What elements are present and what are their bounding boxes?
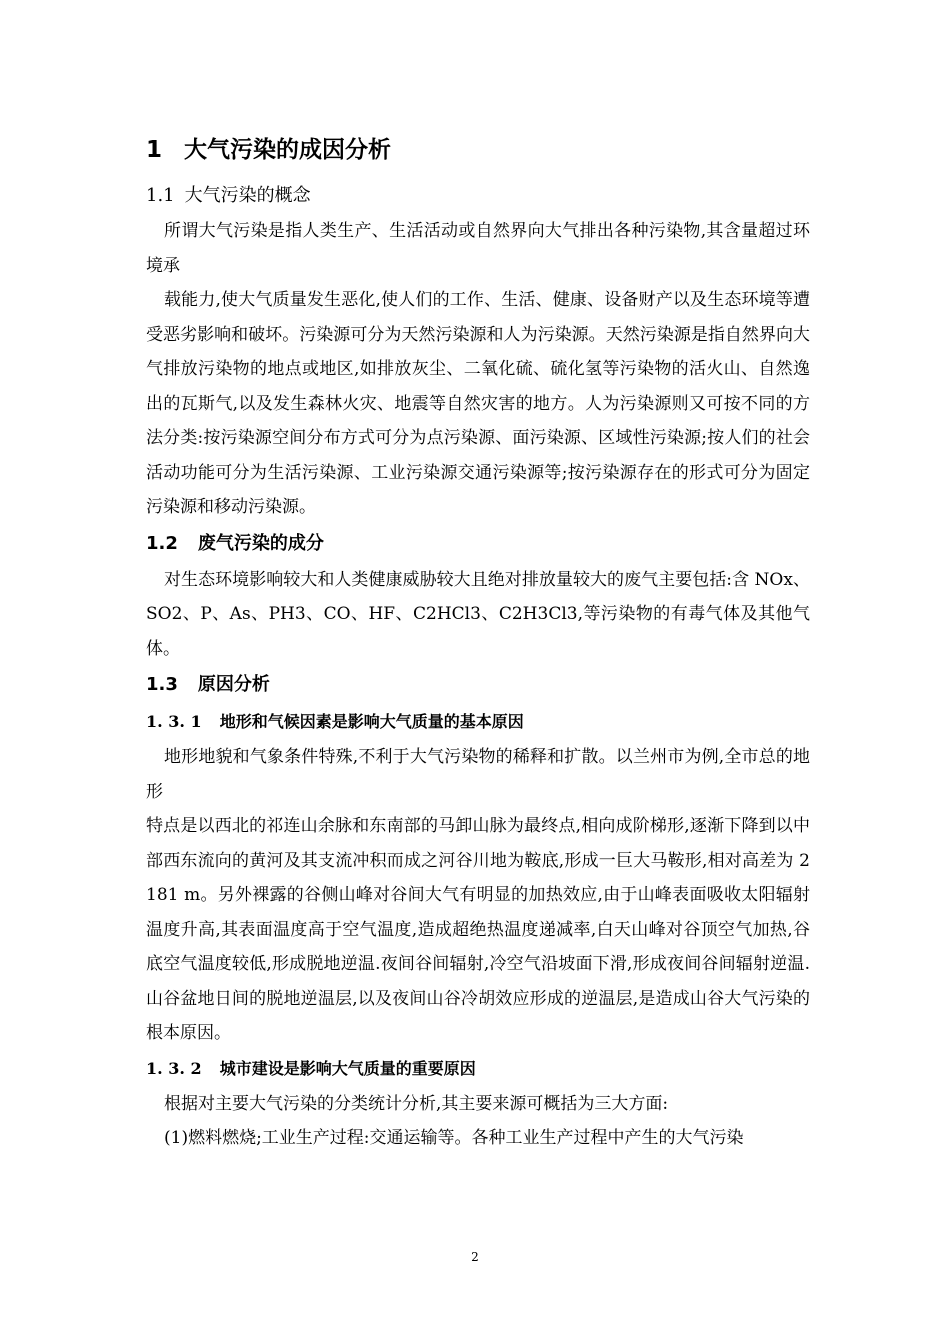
paragraph: 根据对主要大气污染的分类统计分析,其主要来源可概括为三大方面: bbox=[164, 1093, 669, 1114]
section-title: 大气污染的成因分析 bbox=[184, 137, 392, 163]
section-title: 原因分析 bbox=[197, 674, 270, 695]
section-1-3-1-heading bbox=[146, 704, 810, 740]
section-number: 1.2 bbox=[146, 532, 178, 554]
paragraph: 特点是以西北的祁连山余脉和东南部的马卸山脉为最终点,相向成阶梯形,逐渐下降到以中部西东流向的黄河及其支流冲积而成之河谷川地为鞍底,形成一巨大马鞍形,相对高差为 2 181 m。另外裸露的谷侧山峰对谷间大气有明显的加热效应,由于山峰表面吸收太阳辐射温度升高,其表面温度高于空气温度,造成超绝热温度递减率,白天山峰对谷顶空气加热,谷底空气温度较低,形成脱地逆温.夜间谷间辐射,冷空气沿坡面下滑,形成夜间谷间辐射逆温.山谷盆地日间的脱地逆温层,以及夜间山谷冷胡效应形成的逆温层,是造成山谷大气污染的根本原因。 bbox=[146, 816, 810, 1043]
paragraph: 地形地貌和气象条件特殊,不利于大气污染物的稀释和扩散。以兰州市为例,全市总的地形 bbox=[146, 747, 810, 802]
section-1-1-heading bbox=[146, 178, 810, 214]
section-title: 地形和气候因素是影响大气质量的基本原因 bbox=[219, 712, 524, 731]
section-number: 1 bbox=[146, 137, 163, 163]
paragraph: 对生态环境影响较大和人类健康威胁较大且绝对排放量较大的废气主要包括:含 NOx、SO2、P、As、PH3、CO、HF、C2HCl3、C2H3Cl3,等污染物的有毒气体及其他气体。 bbox=[146, 569, 810, 659]
section-title: 大气污染的概念 bbox=[184, 185, 311, 206]
paragraph: 所谓大气污染是指人类生产、生活活动或自然界向大气排出各种污染物,其含量超过环境承 bbox=[146, 221, 810, 276]
section-number: 1. 3. 2 bbox=[146, 1058, 202, 1078]
section-number: 1.3 bbox=[146, 674, 178, 695]
paragraph: (1)燃料燃烧;工业生产过程:交通运输等。各种工业生产过程中产生的大气污染 bbox=[164, 1128, 744, 1148]
section-number: 1. 3. 1 bbox=[146, 712, 202, 731]
page-content bbox=[146, 128, 810, 1156]
section-1-2-heading bbox=[146, 525, 810, 563]
page-number: 2 bbox=[471, 1250, 479, 1264]
section-1-3-2-heading bbox=[146, 1051, 810, 1087]
section-number: 1.1 bbox=[146, 185, 175, 206]
section-title: 废气污染的成分 bbox=[197, 532, 324, 554]
paragraph: 载能力,使大气质量发生恶化,使人们的工作、生活、健康、设备财产以及生态环境等遭受恶劣影响和破坏。污染源可分为天然污染源和人为污染源。天然污染源是指自然界向大气排放污染物的地点或地区,如排放灰尘、二氧化硫、硫化氢等污染物的活火山、自然逸出的瓦斯气,以及发生森林火灾、地震等自然灾害的地方。人为污染源则又可按不同的方法分类:按污染源空间分布方式可分为点污染源、面污染源、区域性污染源;按人们的社会活动功能可分为生活污染源、工业污染源交通污染源等;按污染源存在的形式可分为固定污染源和移动污染源。 bbox=[146, 290, 810, 517]
section-1-3-heading bbox=[146, 666, 810, 704]
section-1-heading bbox=[146, 128, 810, 172]
section-title: 城市建设是影响大气质量的重要原因 bbox=[219, 1058, 476, 1078]
